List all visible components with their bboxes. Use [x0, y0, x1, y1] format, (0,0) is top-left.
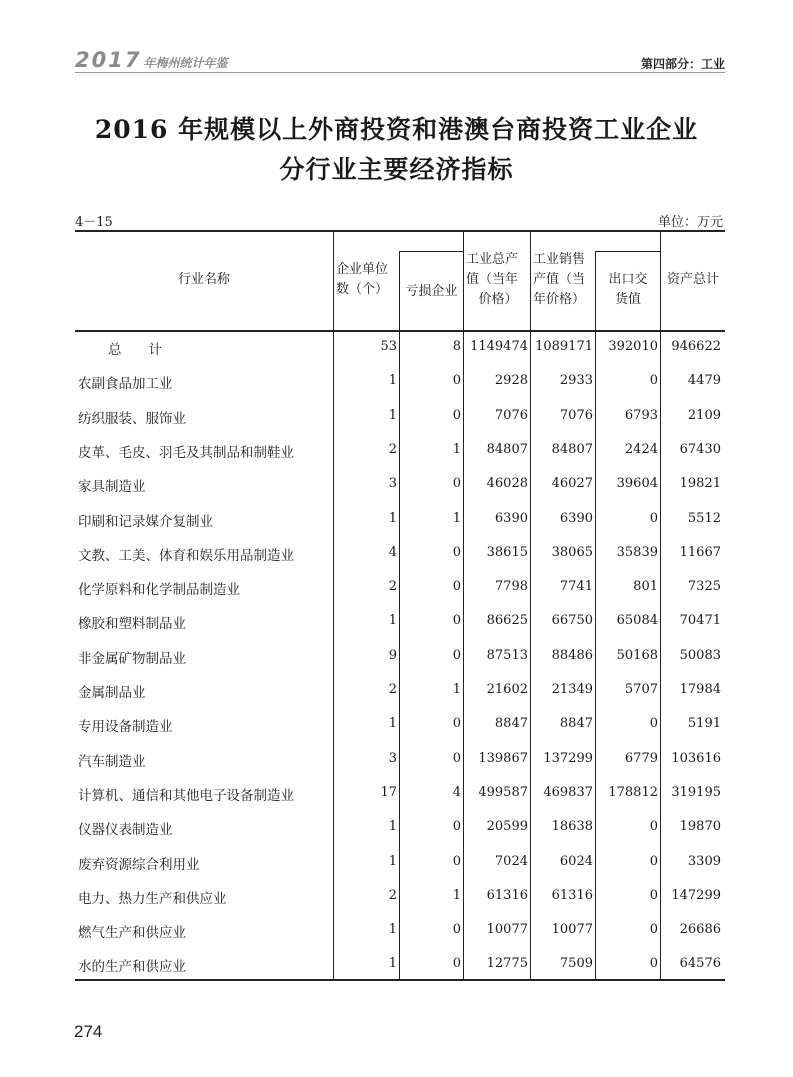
- cell-sales: 6390: [559, 510, 593, 526]
- cell-enterprises: 1: [388, 407, 397, 423]
- cell-sales: 66750: [551, 613, 593, 629]
- cell-export: 50168: [616, 647, 658, 663]
- header-line: 工业总产: [466, 252, 519, 267]
- cell-export: 801: [633, 579, 658, 595]
- cell-output: 46028: [486, 476, 528, 492]
- industry-name: 家具制造业: [78, 479, 146, 496]
- cell-enterprises: 3: [388, 476, 397, 492]
- cell-export: 6779: [624, 750, 658, 766]
- header-line: 价格）: [478, 292, 518, 307]
- running-header-book: 年梅州统计年鉴: [143, 56, 228, 70]
- cell-sales: 6024: [559, 853, 593, 869]
- cell-enterprises: 3: [388, 750, 397, 766]
- cell-assets: 19821: [679, 476, 721, 492]
- column-header-export: [596, 270, 660, 310]
- header-bottom-rule: [75, 330, 725, 332]
- cell-assets: 3309: [687, 853, 721, 869]
- cell-enterprises: 1: [388, 613, 397, 629]
- cell-enterprises: 4: [388, 544, 397, 560]
- cell-loss: 8: [452, 339, 461, 354]
- table-bottom-rule: [75, 979, 725, 981]
- cell-loss: 0: [452, 750, 461, 766]
- cell-enterprises: 1: [388, 853, 397, 869]
- running-header-book-title: [75, 48, 227, 72]
- industry-name: 废弃资源综合利用业: [78, 856, 200, 873]
- cell-output: 12775: [486, 956, 528, 972]
- industry-name: 纺织服装、服饰业: [78, 410, 186, 427]
- cell-sales: 7741: [559, 579, 593, 595]
- column-header-enterprises: [336, 260, 399, 300]
- industry-name: 非金属矿物制品业: [78, 650, 186, 667]
- cell-enterprises: 9: [388, 647, 397, 663]
- cell-sales: 137299: [543, 750, 593, 766]
- cell-enterprises: 1: [388, 956, 397, 972]
- cell-export: 178812: [608, 784, 658, 800]
- cell-loss: 0: [452, 544, 461, 560]
- cell-output: 7798: [494, 579, 528, 595]
- running-header-section: 第四部分：工业: [640, 57, 725, 71]
- cell-export: 0: [649, 887, 658, 903]
- cell-output: 21602: [486, 682, 528, 697]
- cell-sales: 84807: [551, 441, 593, 457]
- cell-sales: 88486: [551, 647, 593, 663]
- cell-export: 5707: [624, 682, 658, 697]
- cell-assets: 319195: [671, 784, 721, 800]
- cell-sales: 8847: [559, 716, 593, 732]
- cell-loss: 1: [452, 682, 461, 697]
- cell-assets: 946622: [671, 339, 721, 354]
- running-header-year: 2017: [75, 48, 142, 72]
- header-line: 货值: [614, 292, 641, 307]
- header-line: 亏损企业: [405, 284, 458, 299]
- cell-assets: 5191: [687, 716, 721, 732]
- cell-sales: 46027: [551, 476, 593, 492]
- industry-name: 仪器仪表制造业: [78, 822, 173, 839]
- cell-output: 87513: [486, 647, 528, 663]
- cell-enterprises: 2: [388, 887, 397, 903]
- industry-name: 化学原料和化学制品制造业: [78, 582, 240, 599]
- column-header-sales: [533, 250, 595, 310]
- cell-export: 0: [649, 853, 658, 869]
- cell-enterprises: 1: [388, 373, 397, 389]
- cell-enterprises: 1: [388, 922, 397, 938]
- cell-loss: 0: [452, 407, 461, 423]
- industry-name: 总 计: [108, 342, 162, 358]
- cell-output: 20599: [486, 819, 528, 835]
- cell-enterprises: 17: [380, 784, 397, 800]
- cell-output: 499587: [478, 784, 528, 800]
- cell-output: 8847: [494, 716, 528, 732]
- cell-output: 86625: [486, 613, 528, 629]
- cell-sales: 10077: [551, 922, 593, 938]
- industry-name: 橡胶和塑料制品业: [78, 616, 186, 633]
- cell-sales: 2933: [559, 373, 593, 389]
- cell-assets: 17984: [679, 682, 721, 697]
- industry-name: 文教、工美、体育和娱乐用品制造业: [78, 547, 294, 564]
- subheader-rule-export: [595, 251, 660, 252]
- cell-assets: 11667: [679, 544, 721, 560]
- header-line: 出口交: [608, 272, 648, 287]
- table-number: 4－15: [75, 215, 113, 230]
- cell-loss: 1: [452, 441, 461, 457]
- cell-output: 38615: [486, 544, 528, 560]
- page-number: 274: [74, 1022, 103, 1041]
- cell-export: 0: [649, 956, 658, 972]
- cell-export: 0: [649, 922, 658, 938]
- cell-enterprises: 53: [380, 339, 397, 354]
- cell-assets: 147299: [671, 887, 721, 903]
- industry-name: 金属制品业: [78, 685, 146, 701]
- cell-assets: 70471: [679, 613, 721, 629]
- industry-name: 水的生产和供应业: [78, 959, 186, 976]
- cell-assets: 64576: [679, 956, 721, 972]
- cell-output: 10077: [486, 922, 528, 938]
- cell-assets: 2109: [687, 407, 721, 423]
- cell-loss: 0: [452, 613, 461, 629]
- cell-assets: 19870: [679, 819, 721, 835]
- header-line: 年价格）: [533, 292, 586, 307]
- cell-export: 39604: [616, 476, 658, 492]
- cell-output: 6390: [494, 510, 528, 526]
- header-line: 值（当年: [466, 272, 519, 287]
- cell-assets: 7325: [687, 579, 721, 595]
- cell-loss: 1: [452, 510, 461, 526]
- unit-label: 单位：万元: [657, 215, 723, 230]
- industry-name: 专用设备制造业: [78, 719, 173, 736]
- cell-output: 61316: [486, 887, 528, 903]
- page-title-line1: 2016 年规模以上外商投资和港澳台商投资工业企业: [94, 115, 699, 144]
- cell-loss: 0: [452, 956, 461, 972]
- cell-sales: 1089171: [535, 339, 593, 354]
- column-header-assets: [661, 270, 725, 290]
- industry-name: 燃气生产和供应业: [78, 925, 186, 942]
- cell-sales: 38065: [551, 544, 593, 560]
- cell-enterprises: 1: [388, 716, 397, 732]
- cell-output: 84807: [486, 441, 528, 457]
- column-header-name: 行业名称: [177, 272, 230, 287]
- cell-assets: 67430: [679, 441, 721, 457]
- cell-export: 0: [649, 373, 658, 389]
- cell-sales: 7076: [559, 407, 593, 423]
- industry-name: 皮革、毛皮、羽毛及其制品和制鞋业: [78, 444, 294, 461]
- cell-loss: 0: [452, 716, 461, 732]
- cell-loss: 0: [452, 373, 461, 389]
- cell-export: 6793: [624, 407, 658, 423]
- header-rule: [75, 72, 725, 73]
- cell-output: 7024: [494, 853, 528, 869]
- cell-export: 0: [649, 716, 658, 732]
- cell-export: 392010: [608, 339, 658, 354]
- cell-sales: 469837: [543, 784, 593, 800]
- header-line: 产值（当: [533, 272, 586, 287]
- cell-loss: 0: [452, 922, 461, 938]
- cell-output: 1149474: [470, 339, 528, 354]
- cell-assets: 4479: [687, 373, 721, 389]
- cell-loss: 0: [452, 853, 461, 869]
- industry-name: 汽车制造业: [78, 753, 146, 770]
- cell-output: 7076: [494, 407, 528, 423]
- header-line: 工业销售: [533, 252, 586, 267]
- cell-loss: 0: [452, 476, 461, 492]
- industry-name: 农副食品加工业: [78, 376, 173, 393]
- cell-loss: 0: [452, 579, 461, 595]
- cell-loss: 0: [452, 819, 461, 835]
- cell-sales: 21349: [551, 682, 593, 697]
- cell-assets: 5512: [687, 510, 721, 526]
- cell-assets: 103616: [671, 750, 721, 766]
- industry-name: 印刷和记录媒介复制业: [78, 513, 213, 530]
- cell-loss: 1: [452, 887, 461, 903]
- cell-enterprises: 2: [388, 682, 397, 697]
- cell-enterprises: 2: [388, 441, 397, 457]
- cell-loss: 4: [452, 784, 461, 800]
- cell-export: 65084: [616, 613, 658, 629]
- cell-export: 2424: [624, 441, 658, 457]
- cell-enterprises: 1: [388, 819, 397, 835]
- industry-name: 计算机、通信和其他电子设备制造业: [78, 787, 294, 804]
- subheader-rule-loss: [399, 251, 463, 252]
- header-line: 资产总计: [666, 272, 719, 287]
- cell-output: 139867: [478, 750, 528, 766]
- cell-export: 0: [649, 510, 658, 526]
- column-header-output: [466, 250, 530, 310]
- cell-output: 2928: [494, 373, 528, 389]
- cell-enterprises: 2: [388, 579, 397, 595]
- table-top-rule: [75, 230, 725, 232]
- column-header-loss: [400, 282, 463, 302]
- cell-enterprises: 1: [388, 510, 397, 526]
- cell-sales: 61316: [551, 887, 593, 903]
- page-title-line2: 分行业主要经济指标: [279, 155, 514, 184]
- header-line: 企业单位: [336, 262, 389, 277]
- cell-loss: 0: [452, 647, 461, 663]
- cell-export: 0: [649, 819, 658, 835]
- header-line: 数（个）: [336, 282, 389, 297]
- cell-export: 35839: [616, 544, 658, 560]
- cell-assets: 26686: [679, 922, 721, 938]
- cell-sales: 7509: [559, 956, 593, 972]
- cell-assets: 50083: [679, 647, 721, 663]
- industry-name: 电力、热力生产和供应业: [78, 890, 227, 907]
- cell-sales: 18638: [551, 819, 593, 835]
